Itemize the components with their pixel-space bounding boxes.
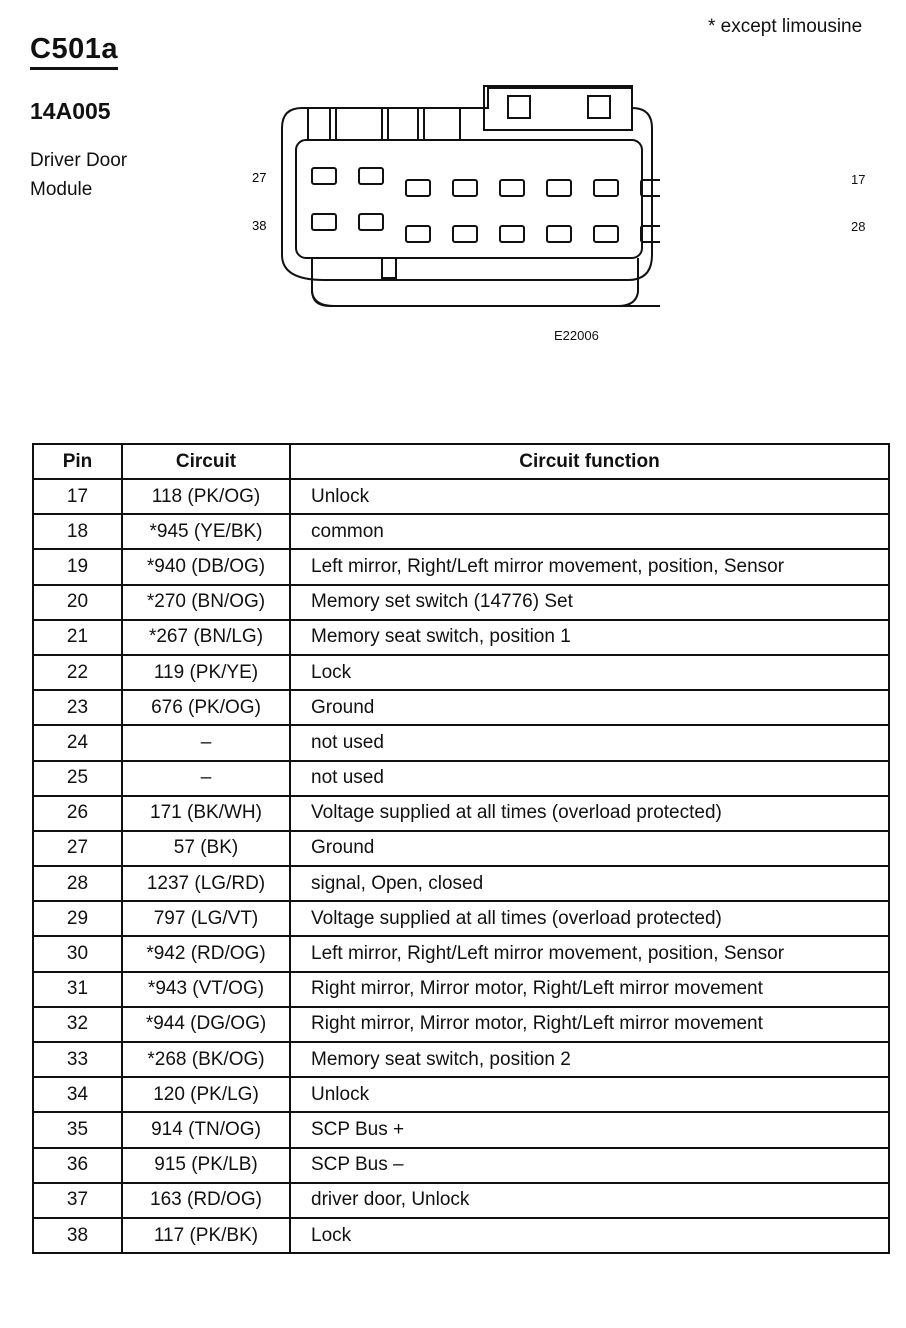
header-circuit-function: Circuit function: [290, 444, 889, 479]
connector-housing: [282, 88, 652, 280]
table-header-row: [33, 444, 889, 479]
pin-cavity: [500, 180, 524, 196]
table-row: [33, 620, 889, 655]
circuit-cell: *944 (DG/OG): [122, 1007, 290, 1042]
pin-cavity: [406, 226, 430, 242]
pin-cell: 24: [33, 725, 122, 760]
pin-cavity: [500, 226, 524, 242]
connector-diagram: [240, 80, 660, 320]
function-cell: signal, Open, closed: [290, 866, 889, 901]
header-circuit: Circuit: [122, 444, 290, 479]
pin-cell: 33: [33, 1042, 122, 1077]
table-row: [33, 1077, 889, 1112]
pin-cell: 30: [33, 936, 122, 971]
pin-cell: 21: [33, 620, 122, 655]
latch-tab-left: [508, 96, 530, 118]
circuit-cell: 57 (BK): [122, 831, 290, 866]
pin-cavity: [453, 226, 477, 242]
skirt-notch-left: [382, 258, 396, 278]
pin-cell: 36: [33, 1148, 122, 1183]
connector-face: [296, 140, 642, 258]
circuit-cell: 118 (PK/OG): [122, 479, 290, 514]
table-row: [33, 901, 889, 936]
table-row: [33, 831, 889, 866]
table-row: [33, 655, 889, 690]
circuit-cell: 915 (PK/LB): [122, 1148, 290, 1183]
table-row: [33, 972, 889, 1007]
pin-cell: 35: [33, 1112, 122, 1147]
pin-cavity: [594, 180, 618, 196]
pin-cavity: [312, 214, 336, 230]
circuit-cell: *943 (VT/OG): [122, 972, 290, 1007]
pin-cell: 28: [33, 866, 122, 901]
pin-cells: [312, 168, 660, 242]
pin-cavity: [359, 168, 383, 184]
circuit-cell: *942 (RD/OG): [122, 936, 290, 971]
pin-cell: 26: [33, 796, 122, 831]
function-cell: Memory seat switch, position 1: [290, 620, 889, 655]
table-row: [33, 761, 889, 796]
function-cell: Voltage supplied at all times (overload protected): [290, 796, 889, 831]
function-cell: SCP Bus –: [290, 1148, 889, 1183]
circuit-cell: *268 (BK/OG): [122, 1042, 290, 1077]
table-row: [33, 866, 889, 901]
pin-cell: 29: [33, 901, 122, 936]
circuit-cell: 171 (BK/WH): [122, 796, 290, 831]
part-number: 14A005: [30, 98, 111, 124]
pin-label-38: 38: [252, 218, 267, 233]
table-row: [33, 936, 889, 971]
function-cell: driver door, Unlock: [290, 1183, 889, 1218]
pin-label-27: 27: [252, 170, 267, 185]
pin-cavity: [547, 180, 571, 196]
pin-cell: 23: [33, 690, 122, 725]
table-row: [33, 1112, 889, 1147]
pin-cavity: [312, 168, 336, 184]
table-row: [33, 796, 889, 831]
pin-cell: 34: [33, 1077, 122, 1112]
function-cell: Ground: [290, 690, 889, 725]
table-row: [33, 514, 889, 549]
circuit-cell: *267 (BN/LG): [122, 620, 290, 655]
figure-code: E22006: [554, 328, 599, 343]
pin-label-28: 28: [851, 219, 866, 234]
pin-cell: 32: [33, 1007, 122, 1042]
function-cell: SCP Bus +: [290, 1112, 889, 1147]
pin-cavity: [641, 180, 660, 196]
function-cell: Lock: [290, 1218, 889, 1253]
circuit-cell: *945 (YE/BK): [122, 514, 290, 549]
table-row: [33, 1007, 889, 1042]
circuit-cell: 1237 (LG/RD): [122, 866, 290, 901]
function-cell: Memory set switch (14776) Set: [290, 585, 889, 620]
circuit-cell: 117 (PK/BK): [122, 1218, 290, 1253]
table-row: [33, 1218, 889, 1253]
function-cell: Unlock: [290, 1077, 889, 1112]
connector-skirt-bottom: [312, 258, 638, 306]
rib-group-left: [308, 108, 460, 140]
table-row: [33, 725, 889, 760]
circuit-cell: *940 (DB/OG): [122, 549, 290, 584]
circuit-cell: 120 (PK/LG): [122, 1077, 290, 1112]
circuit-cell: *270 (BN/OG): [122, 585, 290, 620]
pin-cavity: [641, 226, 660, 242]
table-row: [33, 1042, 889, 1077]
circuit-cell: –: [122, 725, 290, 760]
header-pin: Pin: [33, 444, 122, 479]
function-cell: Left mirror, Right/Left mirror movement, position, Sensor: [290, 936, 889, 971]
pin-cell: 25: [33, 761, 122, 796]
pin-cavity: [359, 214, 383, 230]
latch-tab-right: [588, 96, 610, 118]
pin-cell: 19: [33, 549, 122, 584]
function-cell: Unlock: [290, 479, 889, 514]
footnote: * except limousine: [708, 16, 863, 37]
pin-cell: 38: [33, 1218, 122, 1253]
pinout-table: [32, 443, 890, 1254]
table-body: [33, 479, 889, 1253]
function-cell: Right mirror, Mirror motor, Right/Left mirror movement: [290, 972, 889, 1007]
function-cell: Memory seat switch, position 2: [290, 1042, 889, 1077]
pin-cell: 27: [33, 831, 122, 866]
table-row: [33, 1148, 889, 1183]
function-cell: Right mirror, Mirror motor, Right/Left mirror movement: [290, 1007, 889, 1042]
function-cell: Ground: [290, 831, 889, 866]
table-row: [33, 549, 889, 584]
pin-cell: 18: [33, 514, 122, 549]
module-name-line1: Driver Door: [30, 150, 128, 171]
connector-skirt: [312, 258, 660, 306]
table-row: [33, 1183, 889, 1218]
pin-cell: 20: [33, 585, 122, 620]
module-name-line2: Module: [30, 179, 93, 200]
connector-id: C501a: [30, 34, 118, 70]
function-cell: not used: [290, 725, 889, 760]
table-row: [33, 690, 889, 725]
function-cell: Lock: [290, 655, 889, 690]
circuit-cell: 914 (TN/OG): [122, 1112, 290, 1147]
pin-cell: 37: [33, 1183, 122, 1218]
table-row: [33, 479, 889, 514]
module-name: [30, 146, 127, 204]
pin-cell: 17: [33, 479, 122, 514]
pin-label-17: 17: [851, 172, 866, 187]
circuit-cell: 119 (PK/YE): [122, 655, 290, 690]
pin-cell: 22: [33, 655, 122, 690]
pin-cavity: [594, 226, 618, 242]
function-cell: not used: [290, 761, 889, 796]
function-cell: Left mirror, Right/Left mirror movement, position, Sensor: [290, 549, 889, 584]
circuit-cell: –: [122, 761, 290, 796]
circuit-cell: 676 (PK/OG): [122, 690, 290, 725]
pin-cavity: [406, 180, 430, 196]
pin-cavity: [547, 226, 571, 242]
pin-cell: 31: [33, 972, 122, 1007]
pin-cavity: [453, 180, 477, 196]
circuit-cell: 163 (RD/OG): [122, 1183, 290, 1218]
function-cell: common: [290, 514, 889, 549]
table-row: [33, 585, 889, 620]
function-cell: Voltage supplied at all times (overload protected): [290, 901, 889, 936]
circuit-cell: 797 (LG/VT): [122, 901, 290, 936]
